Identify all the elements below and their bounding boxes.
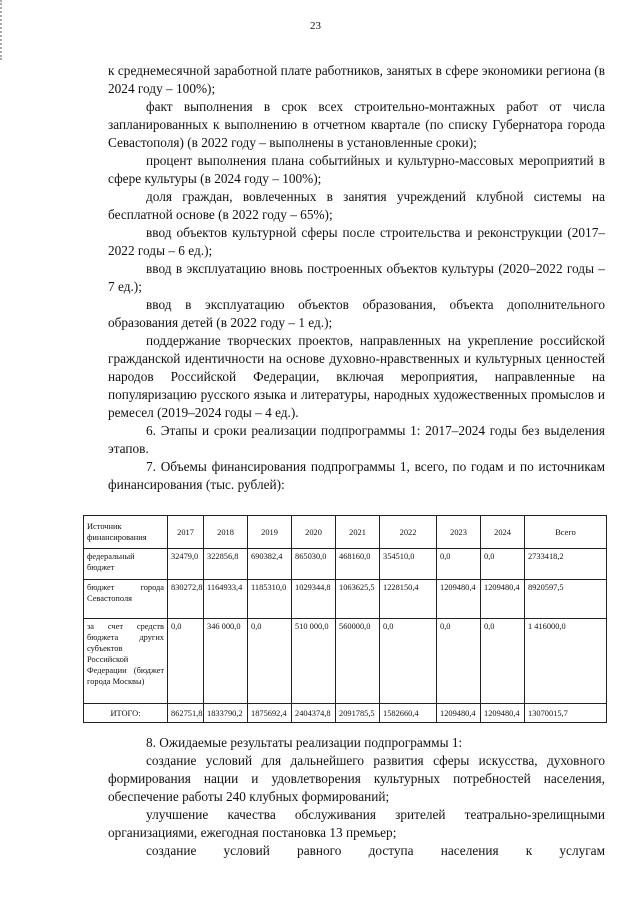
paragraph: факт выполнения в срок всех строительно-монтажных работ от числа запланированных к выполнению в отчетном квартале (по списку Губернатора города Севастополя) (в 2022 году – выполнены в установленные сроки); <box>108 99 605 150</box>
column-header: Всего <box>525 516 607 549</box>
value-cell: 0,0 <box>168 619 204 704</box>
value-cell: 560000,0 <box>336 619 380 704</box>
section-heading: 7. Объемы финансирования подпрограммы 1, всего, по годам и по источникам финансирования (тыс. рублей): <box>108 459 605 492</box>
column-header: Источник финансирования <box>84 516 168 549</box>
value-cell: 0,0 <box>437 619 481 704</box>
section-heading: 8. Ожидаемые результаты реализации подпрограммы 1: <box>146 735 463 750</box>
value-cell: 1 416000,0 <box>525 619 607 704</box>
value-cell: 8920597,5 <box>525 580 607 619</box>
value-cell: 0,0 <box>481 619 525 704</box>
value-cell: 1209480,4 <box>481 580 525 619</box>
paragraph: поддержание творческих проектов, направленных на укрепление российской гражданской идентичности на основе духовно-нравственных и культурных ценностей народов Российской Федерации, включая мероприятия, направленные на популяризацию русского языка и литературы, народных художественных промыслов и ремесел (2019–2024 годы – 4 ед.). <box>108 333 605 420</box>
value-cell: 354510,0 <box>380 549 437 580</box>
body-text-top <box>108 62 605 494</box>
value-cell: 1029344,8 <box>292 580 336 619</box>
source-cell: за счет средств бюджета других субъектов Российской Федерации (бюджет города Москвы) <box>84 619 168 704</box>
page-number: 23 <box>310 20 321 32</box>
value-cell: 862751,8 <box>168 704 204 723</box>
value-cell: 13070015,7 <box>525 704 607 723</box>
section-heading: 6. Этапы и сроки реализации подпрограммы 1: 2017–2024 годы без выделения этапов. <box>108 423 605 456</box>
table-row <box>84 619 607 704</box>
value-cell: 2733418,2 <box>525 549 607 580</box>
value-cell: 2091785,5 <box>336 704 380 723</box>
value-cell: 1209480,4 <box>437 704 481 723</box>
value-cell: 830272,8 <box>168 580 204 619</box>
paragraph: ввод объектов культурной сферы после строительства и реконструкции (2017–2022 годы – 6 ед.); <box>108 225 605 258</box>
value-cell: 0,0 <box>481 549 525 580</box>
column-header: 2018 <box>204 516 248 549</box>
column-header: 2017 <box>168 516 204 549</box>
source-cell: бюджет города Севастополя <box>84 580 168 619</box>
value-cell: 1833790,2 <box>204 704 248 723</box>
total-label: ИТОГО: <box>84 704 168 723</box>
value-cell: 2404374,8 <box>292 704 336 723</box>
value-cell: 0,0 <box>248 619 292 704</box>
source-cell: федеральный бюджет <box>84 549 168 580</box>
body-text-bottom <box>108 734 605 860</box>
value-cell: 690382,4 <box>248 549 292 580</box>
value-cell: 346 000,0 <box>204 619 248 704</box>
value-cell: 1164933,4 <box>204 580 248 619</box>
column-header: 2022 <box>380 516 437 549</box>
value-cell: 0,0 <box>380 619 437 704</box>
value-cell: 32479,0 <box>168 549 204 580</box>
value-cell: 1582660,4 <box>380 704 437 723</box>
value-cell: 1063625,5 <box>336 580 380 619</box>
paragraph: улучшение качества обслуживания зрителей театрально-зрелищными организациями, ежегодная постановка 13 премьер; <box>108 807 605 840</box>
column-header: 2023 <box>437 516 481 549</box>
column-header: 2020 <box>292 516 336 549</box>
paragraph: к среднемесячной заработной плате работников, занятых в сфере экономики региона (в 2024 году – 100%); <box>108 63 605 96</box>
column-header: 2024 <box>481 516 525 549</box>
value-cell: 1875692,4 <box>248 704 292 723</box>
financing-table <box>83 515 607 723</box>
table-total-row <box>84 704 607 723</box>
value-cell: 0,0 <box>437 549 481 580</box>
value-cell: 1228150,4 <box>380 580 437 619</box>
table-header-row <box>84 516 607 549</box>
paragraph: создание условий равного доступа населения к услугам <box>146 843 605 858</box>
column-header: 2021 <box>336 516 380 549</box>
value-cell: 510 000,0 <box>292 619 336 704</box>
paragraph: процент выполнения плана событийных и культурно-массовых мероприятий в сфере культуры (в 2024 году – 100%); <box>108 153 605 186</box>
paragraph: ввод в эксплуатацию вновь построенных объектов культуры (2020–2022 годы – 7 ед.); <box>108 261 605 294</box>
value-cell: 322856,8 <box>204 549 248 580</box>
paragraph: доля граждан, вовлеченных в занятия учреждений клубной системы на бесплатной основе (в 2022 году – 65%); <box>108 189 605 222</box>
value-cell: 1209480,4 <box>481 704 525 723</box>
value-cell: 1209480,4 <box>437 580 481 619</box>
value-cell: 468160,0 <box>336 549 380 580</box>
column-header: 2019 <box>248 516 292 549</box>
value-cell: 1185310,0 <box>248 580 292 619</box>
table-row <box>84 580 607 619</box>
paragraph: создание условий для дальнейшего развития сферы искусства, духовного формирования нации и удовлетворения культурных потребностей населения, обеспечение работы 240 клубных формирований; <box>108 753 605 804</box>
table-row <box>84 549 607 580</box>
paragraph: ввод в эксплуатацию объектов образования, объекта дополнительного образования детей (в 2022 году – 1 ед.); <box>108 297 605 330</box>
value-cell: 865030,0 <box>292 549 336 580</box>
